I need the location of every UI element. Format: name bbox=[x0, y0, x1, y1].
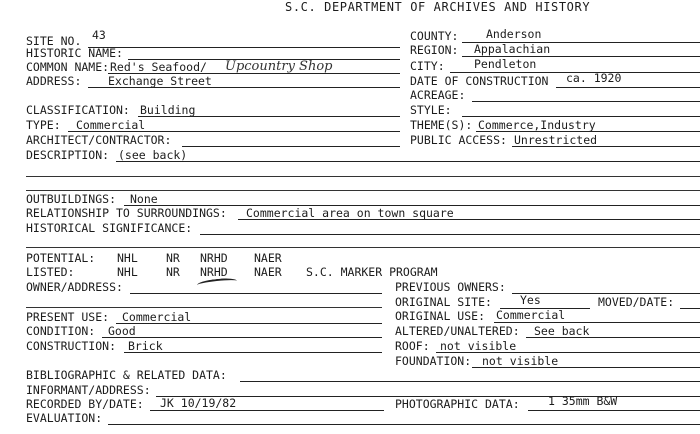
common-name-handwritten: Upcountry Shop bbox=[225, 59, 333, 74]
description-line bbox=[116, 161, 700, 162]
potential-nhl: NHL bbox=[117, 251, 138, 265]
recorded-by-line bbox=[150, 410, 384, 411]
public-access-line bbox=[512, 146, 700, 147]
present-use-label: PRESENT USE: bbox=[26, 310, 110, 324]
original-site-value: Yes bbox=[520, 293, 541, 307]
county-label: COUNTY: bbox=[410, 29, 459, 43]
description-label: DESCRIPTION: bbox=[26, 148, 110, 162]
condition-line bbox=[102, 337, 382, 338]
city-label: CITY: bbox=[410, 59, 445, 73]
acreage-line bbox=[472, 101, 700, 102]
potential-nrhd: NRHD bbox=[200, 251, 228, 265]
bibliographic-line bbox=[240, 381, 700, 382]
classification-line bbox=[138, 116, 400, 117]
roof-label: ROOF: bbox=[395, 339, 430, 353]
historic-name-label: HISTORIC NAME: bbox=[26, 46, 123, 60]
present-use-value: Commercial bbox=[122, 310, 192, 324]
roof-value: not visible bbox=[440, 339, 517, 353]
previous-owners-label: PREVIOUS OWNERS: bbox=[395, 280, 506, 294]
classification-label: CLASSIFICATION: bbox=[26, 103, 130, 117]
form-header: S.C. DEPARTMENT OF ARCHIVES AND HISTORY bbox=[285, 0, 591, 14]
outbuildings-value: None bbox=[130, 192, 158, 206]
common-name-label: COMMON NAME: bbox=[26, 60, 110, 74]
owner-line bbox=[130, 293, 382, 294]
type-label: TYPE: bbox=[26, 118, 61, 132]
themes-line bbox=[476, 131, 700, 132]
construction-value: Brick bbox=[128, 339, 163, 353]
recorded-by-label: RECORDED BY/DATE: bbox=[26, 397, 144, 411]
blank-rule bbox=[26, 247, 700, 248]
acreage-label: ACREAGE: bbox=[410, 88, 466, 102]
relationship-label: RELATIONSHIP TO SURROUNDINGS: bbox=[26, 206, 227, 220]
altered-label: ALTERED/UNALTERED: bbox=[395, 324, 520, 338]
region-value: Appalachian bbox=[474, 42, 551, 56]
foundation-label: FOUNDATION: bbox=[395, 354, 472, 368]
present-use-line bbox=[116, 323, 382, 324]
photographic-label: PHOTOGRAPHIC DATA: bbox=[395, 397, 520, 411]
architect-label: ARCHITECT/CONTRACTOR: bbox=[26, 133, 172, 147]
common-name-value: Red's Seafood/ bbox=[110, 60, 207, 74]
photographic-value: 1 35mm B&W bbox=[548, 394, 618, 408]
description-value: (see back) bbox=[118, 148, 188, 162]
county-value: Anderson bbox=[486, 27, 542, 41]
original-site-label: ORIGINAL SITE: bbox=[395, 295, 492, 309]
construction-line bbox=[124, 352, 382, 353]
construction-label: CONSTRUCTION: bbox=[26, 339, 117, 353]
original-use-line bbox=[494, 322, 700, 323]
architect-line bbox=[182, 146, 400, 147]
foundation-value: not visible bbox=[482, 354, 559, 368]
listed-nrhd: NRHD bbox=[200, 265, 228, 279]
altered-value: See back bbox=[534, 324, 590, 338]
roof-line bbox=[436, 352, 700, 353]
date-value: ca. 1920 bbox=[566, 71, 622, 85]
listed-label: LISTED: bbox=[26, 265, 75, 279]
listed-nr: NR bbox=[166, 265, 180, 279]
foundation-line bbox=[472, 367, 700, 368]
type-line bbox=[68, 131, 400, 132]
evaluation-line bbox=[108, 424, 700, 425]
photographic-line bbox=[528, 410, 700, 411]
potential-label: POTENTIAL: bbox=[26, 251, 96, 265]
address-line bbox=[88, 87, 400, 88]
original-use-value: Commercial bbox=[496, 308, 566, 322]
condition-label: CONDITION: bbox=[26, 324, 96, 338]
relationship-line bbox=[238, 219, 700, 220]
moved-date-label: MOVED/DATE: bbox=[598, 295, 675, 309]
listed-naer: NAER bbox=[254, 265, 282, 279]
significance-line bbox=[200, 234, 700, 235]
style-line bbox=[462, 116, 700, 117]
date-label: DATE OF CONSTRUCTION bbox=[410, 74, 549, 88]
site-no-line bbox=[88, 47, 400, 48]
relationship-value: Commercial area on town square bbox=[246, 206, 454, 220]
potential-nr: NR bbox=[166, 251, 180, 265]
owner-label: OWNER/ADDRESS: bbox=[26, 280, 123, 294]
listed-nhl: NHL bbox=[117, 265, 138, 279]
blank-rule bbox=[26, 190, 700, 191]
classification-value: Building bbox=[140, 103, 196, 117]
significance-label: HISTORICAL SIGNIFICANCE: bbox=[26, 221, 193, 235]
moved-date-line bbox=[680, 308, 700, 309]
region-label: REGION: bbox=[410, 43, 459, 57]
themes-value: Commerce,Industry bbox=[478, 118, 596, 132]
address-label: ADDRESS: bbox=[26, 74, 82, 88]
recorded-by-value: JK 10/19/82 bbox=[160, 396, 237, 410]
date-line bbox=[556, 87, 700, 88]
public-access-label: PUBLIC ACCESS: bbox=[410, 133, 507, 147]
bibliographic-label: BIBLIOGRAPHIC & RELATED DATA: bbox=[26, 368, 227, 382]
address-value: Exchange Street bbox=[108, 74, 212, 88]
site-no-value: 43 bbox=[92, 28, 106, 42]
site-no-label: SITE NO. bbox=[26, 34, 82, 48]
evaluation-label: EVALUATION: bbox=[26, 411, 103, 425]
city-value: Pendleton bbox=[474, 57, 537, 71]
blank-rule bbox=[26, 176, 700, 177]
condition-value: Good bbox=[108, 324, 136, 338]
style-label: STYLE: bbox=[410, 103, 452, 117]
outbuildings-label: OUTBUILDINGS: bbox=[26, 192, 117, 206]
original-use-label: ORIGINAL USE: bbox=[395, 309, 486, 323]
informant-label: INFORMANT/ADDRESS: bbox=[26, 383, 151, 397]
type-value: Commercial bbox=[76, 118, 146, 132]
public-access-value: Unrestricted bbox=[514, 133, 598, 147]
altered-line bbox=[526, 337, 700, 338]
blank-rule bbox=[26, 307, 382, 308]
potential-naer: NAER bbox=[254, 251, 282, 265]
marker-program: S.C. MARKER PROGRAM bbox=[306, 265, 438, 279]
themes-label: THEME(S): bbox=[410, 118, 473, 132]
